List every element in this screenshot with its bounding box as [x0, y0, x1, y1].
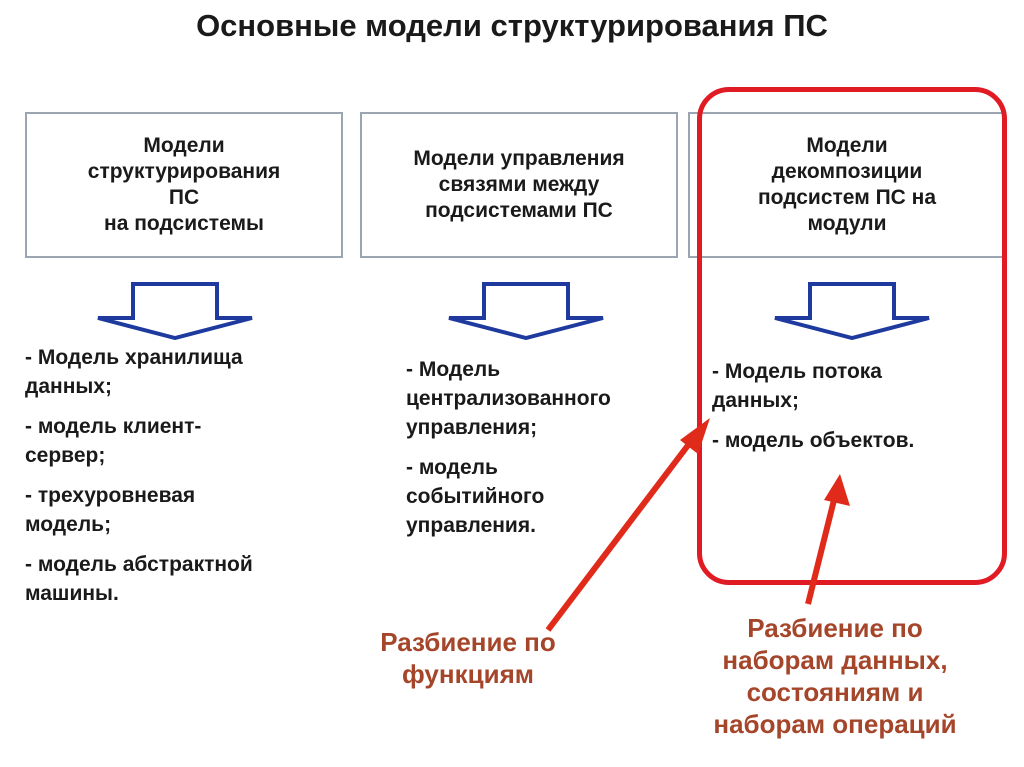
header-box-modules-label: Модели декомпозиции подсистем ПС на модули	[757, 134, 937, 235]
list-item: - трехуровневая модель;	[25, 484, 196, 536]
list-item: - Модель хранилища данных;	[25, 346, 243, 398]
arrow-head-data	[824, 474, 850, 506]
list-item: - модель клиент- сервер;	[25, 415, 202, 467]
arrow-line-functions	[548, 440, 692, 630]
arrow-line-data	[808, 500, 834, 604]
list-item: - Модель централизованного управления;	[406, 358, 611, 439]
header-box-links-label: Модели управления связями между подсистемами ПС	[413, 147, 625, 222]
list-item: - модель объектов.	[712, 429, 915, 452]
header-box-subsystems-label: Модели структурирования ПС на подсистемы	[87, 134, 281, 235]
note-functions: Разбиение по функциям	[380, 627, 556, 689]
list-item: - Модель потока данных;	[712, 360, 882, 412]
slide-title: Основные модели структурирования ПС	[196, 8, 828, 43]
list-item: - модель событийного управления.	[406, 456, 545, 537]
note-data: Разбиение по наборам данных, состояниям и наборам операций	[713, 613, 957, 739]
list-item: - модель абстрактной машины.	[25, 553, 253, 605]
